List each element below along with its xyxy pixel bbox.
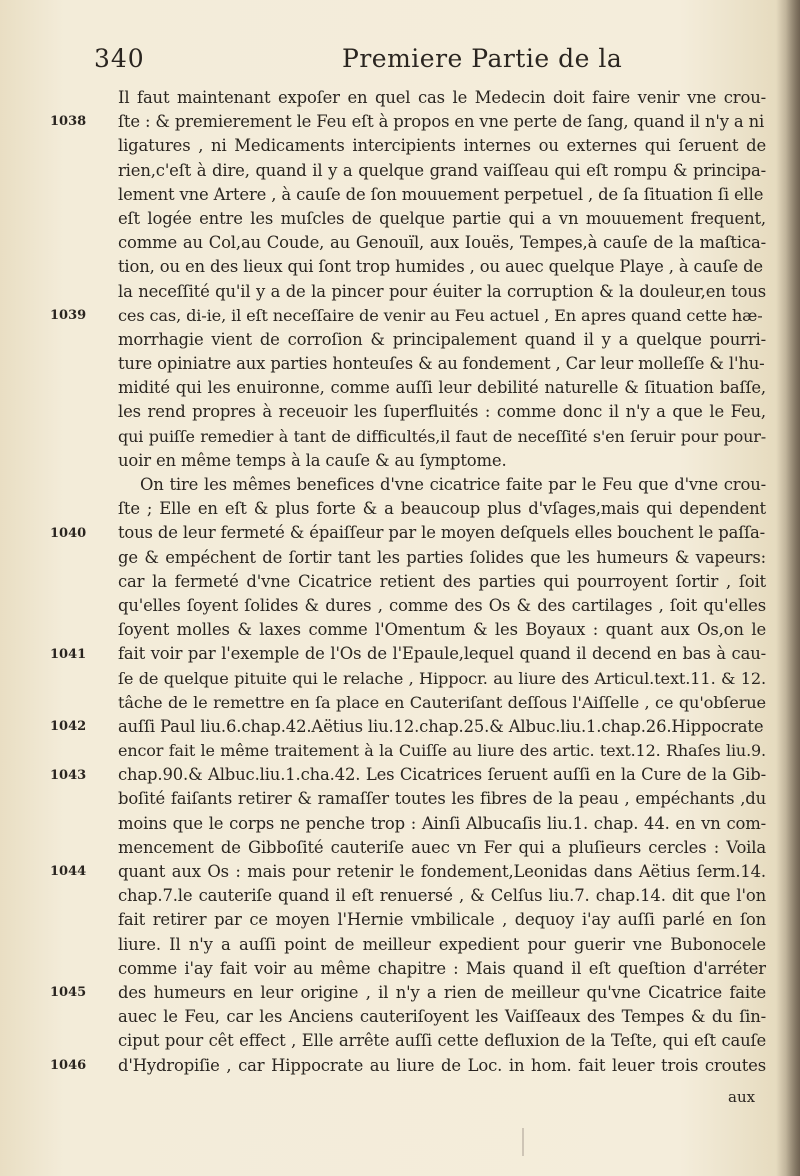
text-line: tous de leur fermeté & épaiſſeur par le moyen deſquels elles bouchent le paſſa- <box>118 523 766 543</box>
text-line: ces cas, di-ie, il eſt neceſſaire de venir au Feu actuel , En apres quand cette hæ- <box>118 305 763 325</box>
text-line: liure. Il n'y a auſſi point de meilleur expedient pour guerir vne Bubonocele <box>118 934 766 954</box>
margin-number: 1042 <box>50 719 87 735</box>
text-line: ſoyent molles & laxes comme l'Omentum & les Boyaux : quant aux Os,on le <box>118 620 766 640</box>
text-line: d'Hydropiſie , car Hippocrate au liure de Loc. in hom. fait leuer trois croutes <box>118 1055 766 1075</box>
margin-number: 1039 <box>50 307 87 323</box>
text-line: car la fermeté d'vne Cicatrice retient des parties qui pourroyent ſortir , ſoit <box>118 571 766 591</box>
text-line: eſt logée entre les muſcles de quelque partie qui a vn mouuement frequent, <box>118 208 766 228</box>
text-line: des humeurs en leur origine , il n'y a rien de meilleur qu'vne Cicatrice faite <box>118 982 766 1002</box>
text-line: ſte : & premierement le Feu eſt à propos en vne perte de ſang, quand il n'y a ni <box>118 112 765 132</box>
catchword: aux <box>728 1088 756 1106</box>
page-header <box>94 40 714 76</box>
text-line: fait voir par l'exemple de l'Os de l'Epaule,lequel quand il decend en bas à cau- <box>118 644 766 664</box>
text-line: rien,c'eſt à dire, quand il y a quelque grand vaiſſeau qui eſt rompu & principa- <box>118 160 766 180</box>
page-edge-shadow <box>786 0 800 1176</box>
text-line: ciput pour cêt effect , Elle arrête auſſi cette defluxion de la Teſte, qui eſt cauſe <box>118 1031 766 1051</box>
text-line: comme au Col,au Coude, au Genouïl, aux Iouës, Tempes,à cauſe de la maſtica- <box>118 233 766 253</box>
text-line: morrhagie vient de corroſion & principalement quand il y a quelque pourri- <box>118 329 766 349</box>
running-title: Premiere Partie de la <box>342 44 623 73</box>
margin-number: 1038 <box>50 114 87 130</box>
text-line: qu'elles ſoyent ſolides & dures , comme des Os & des cartilages , ſoit qu'elles <box>118 595 766 615</box>
text-line: ge & empéchent de ſortir tant les parties ſolides que les humeurs & vapeurs: <box>118 547 766 567</box>
text-line: chap.90.& Albuc.liu.1.cha.42. Les Cicatrices ſeruent auſſi en la Cure de la Gib- <box>118 765 766 785</box>
body-text <box>118 86 766 1078</box>
text-line: tion, ou en des lieux qui ſont trop humides , ou auec quelque Playe , à cauſe de <box>118 257 763 277</box>
text-line: encor fait le même traitement à la Cuiſſe au liure des artic. text.12. Rhaſes liu.9. <box>118 741 766 761</box>
text-line: qui puiſſe remedier à tant de difficultés,il faut de neceſſité s'en ſeruir pour pour- <box>118 426 766 446</box>
page-number: 340 <box>94 44 145 73</box>
margin-number: 1040 <box>50 525 87 541</box>
margin-number: 1044 <box>50 864 87 880</box>
text-line: midité qui les enuironne, comme auſſi leur debilité naturelle & ſituation baſſe, <box>118 378 766 398</box>
page-fold-mark <box>522 1128 524 1156</box>
text-line: uoir en même temps à la cauſe & au ſymptome. <box>118 450 507 470</box>
text-line: moins que le corps ne penche trop : Ainſi Albucaſis liu.1. chap. 44. en vn com- <box>118 813 766 833</box>
text-line: Il faut maintenant expoſer en quel cas le Medecin doit faire venir vne crou- <box>118 88 766 107</box>
text-line: chap.7.le cauteriſe quand il eſt renuersé , & Celſus liu.7. chap.14. dit que l'on <box>118 886 766 906</box>
text-line: fait retirer par ce moyen l'Hernie vmbilicale , dequoy i'ay auſſi parlé en ſon <box>118 910 766 930</box>
text-line: comme i'ay fait voir au même chapitre : Mais quand il eſt queſtion d'arréter <box>118 958 766 978</box>
text-line: mencement de Gibboſité cauteriſe auec vn Fer qui a pluſieurs cercles : Voila <box>118 837 766 857</box>
text-line: tâche de le remettre en ſa place en Cauteriſant deſſous l'Aiſſelle , ce qu'obſerue <box>118 692 766 712</box>
text-line: quant aux Os : mais pour retenir le fondement,Leonidas dans Aëtius ſerm.14. <box>118 862 766 881</box>
margin-number: 1046 <box>50 1058 87 1073</box>
text-line: ſte ; Elle en eſt & plus forte & a beaucoup plus d'vſages,mais qui dependent <box>118 499 766 519</box>
margin-number: 1041 <box>50 646 87 662</box>
text-line: ſe de quelque pituite qui le relache , Hippocr. au liure des Articul.text.11. & 12. <box>118 668 766 688</box>
text-line: la neceſſité qu'il y a de la pincer pour éuiter la corruption & la douleur,en tous <box>118 281 766 301</box>
text-line: ture opiniatre aux parties honteuſes & au fondement , Car leur molleſſe & l'hu- <box>118 354 765 374</box>
text-line: auſſi Paul liu.6.chap.42.Aëtius liu.12.chap.25.& Albuc.liu.1.chap.26.Hippocrate <box>118 716 764 736</box>
margin-number: 1045 <box>50 985 87 1001</box>
text-line: auec le Feu, car les Anciens cauteriſoyent les Vaiſſeaux des Tempes & du ſin- <box>118 1007 766 1027</box>
text-line: les rend propres à receuoir les ſuperfluités : comme donc il n'y a que le Feu, <box>118 402 766 422</box>
text-line: boſité faiſants retirer & ramaſſer toutes les fibres de la peau , empéchants ,du <box>118 789 766 809</box>
margin-number: 1043 <box>50 767 87 783</box>
text-line: ligatures , ni Medicaments intercipients internes ou externes qui ſeruent de <box>118 136 766 156</box>
text-line: lement vne Artere , à cauſe de ſon mouuement perpetuel , de ſa ſituation ſi elle <box>118 184 764 204</box>
text-line: On tire les mêmes benefices d'vne cicatrice faite par le Feu que d'vne crou- <box>140 475 766 494</box>
